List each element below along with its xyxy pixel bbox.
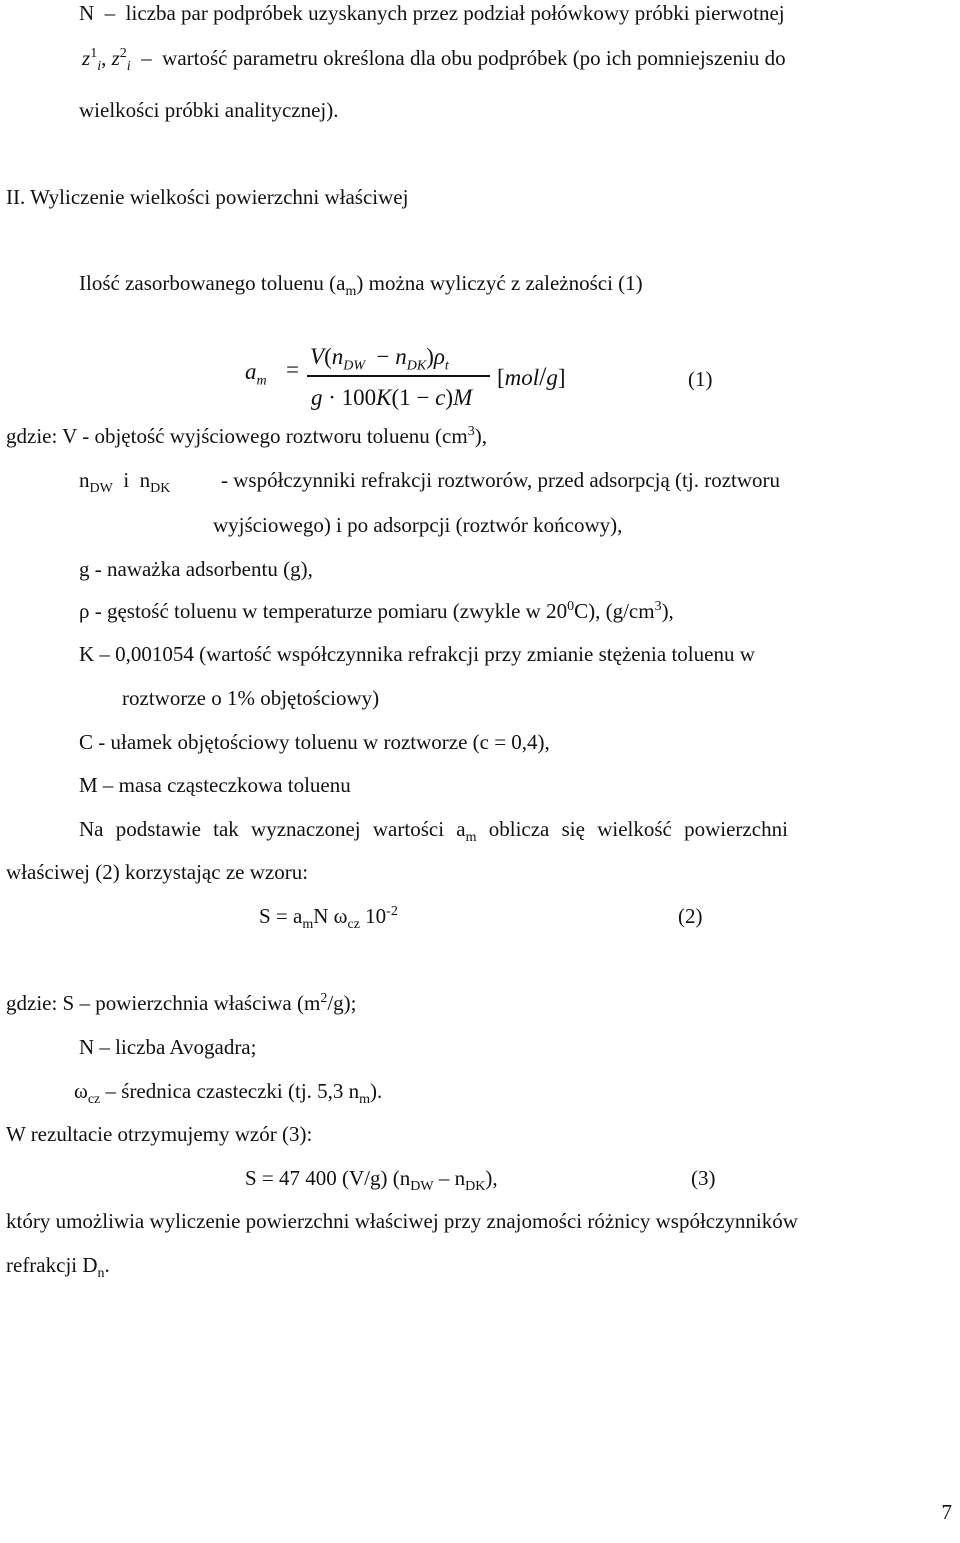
- eq1-equals: =: [286, 357, 299, 382]
- equation-2-number: (2): [678, 904, 703, 928]
- equation-2: $S = a_mN$ $\omega_{cz}$ $10^{-2}$: [259, 904, 398, 933]
- final-line-2: refrakcji $D_n$.: [6, 1253, 110, 1282]
- def-m-line: M – masa cząsteczkowa toluenu: [79, 773, 351, 797]
- def-k-line: K – 0,001054 (wartość współczynnika refrakcji przy zmianie stężenia toluenu w: [79, 642, 755, 666]
- def-g-line: g - naważka adsorbentu (g),: [79, 557, 313, 581]
- final-line-1: który umożliwia wyliczenie powierzchni właściwej przy znajomości różnicy współczynników: [6, 1209, 798, 1233]
- definition-z-line-cont: wielkości próbki analitycznej).: [79, 98, 339, 122]
- page-number: 7: [941, 1500, 952, 1524]
- eq1-number: (1): [688, 367, 713, 391]
- def-ndw-ndk-desc: - współczynniki refrakcji roztworów, przed adsorpcją (tj. roztworu: [221, 468, 781, 492]
- equation-3: S = 47 400 (V/g) $(n_{DW} - n_{DK})$,: [245, 1166, 498, 1195]
- def-c-line: C - ułamek objętościowy toluenu w roztworze (c = 0,4),: [79, 730, 550, 754]
- equation-3-number: (3): [691, 1166, 716, 1190]
- def-omega-line: $\omega_{cz}$ – średnica czasteczki (tj. 5,3 $n_m$).: [74, 1079, 383, 1108]
- result-intro: W rezultacie otrzymujemy wzór (3):: [6, 1122, 313, 1146]
- eq1-denominator: g · 100K(1 − c)M: [311, 385, 473, 410]
- def-n-avogadro: N – liczba Avogadra;: [79, 1035, 257, 1059]
- eq1-lhs: $a_m$: [245, 359, 267, 389]
- eq1-unit: [mol/g]: [497, 362, 566, 391]
- def-v-line: gdzie: V - objętość wyjściowego roztworu toluenu $(cm^3)$,: [6, 424, 487, 448]
- section-title: II. Wyliczenie wielkości powierzchni właściwej: [6, 185, 409, 209]
- def-ndw-ndk-symbols: $n_{DW}$ i $n_{DK}$: [79, 468, 171, 497]
- definition-z-line: $z^1_i$, $z^2_i$ – wartość parametru określona dla obu podpróbek (po ich pomniejszeniu do: [82, 46, 786, 75]
- intro-line: Ilość zasorbowanego toluenu $(a_m)$ można wyliczyć z zależności (1): [79, 271, 643, 300]
- eq1-fraction-bar: [307, 375, 490, 377]
- definition-n-line: N – liczba par podpróbek uzyskanych przez podział połówkowy próbki pierwotnej: [79, 1, 785, 25]
- paragraph-line-1: Na podstawie tak wyznaczonej wartości $a_m$ oblicza się wielkość powierzchni: [79, 817, 788, 846]
- def-ndw-ndk-desc-cont: wyjściowego) i po adsorpcji (roztwór końcowy),: [213, 513, 623, 537]
- def-k-line-cont: roztworze o 1% objętościowy): [122, 686, 380, 710]
- eq1-numerator: $V(n_{DW} - n_{DK})\rho_t$: [310, 344, 449, 374]
- def-s-line: gdzie: S – powierzchnia właściwa $(m^2/g)$;: [6, 991, 357, 1015]
- def-rho-line: ρ - gęstość toluenu w temperaturze pomiaru (zwykle w $20^0C$), $(g/cm^3)$,: [79, 599, 674, 623]
- paragraph-line-2: właściwej (2) korzystając ze wzoru:: [6, 860, 309, 884]
